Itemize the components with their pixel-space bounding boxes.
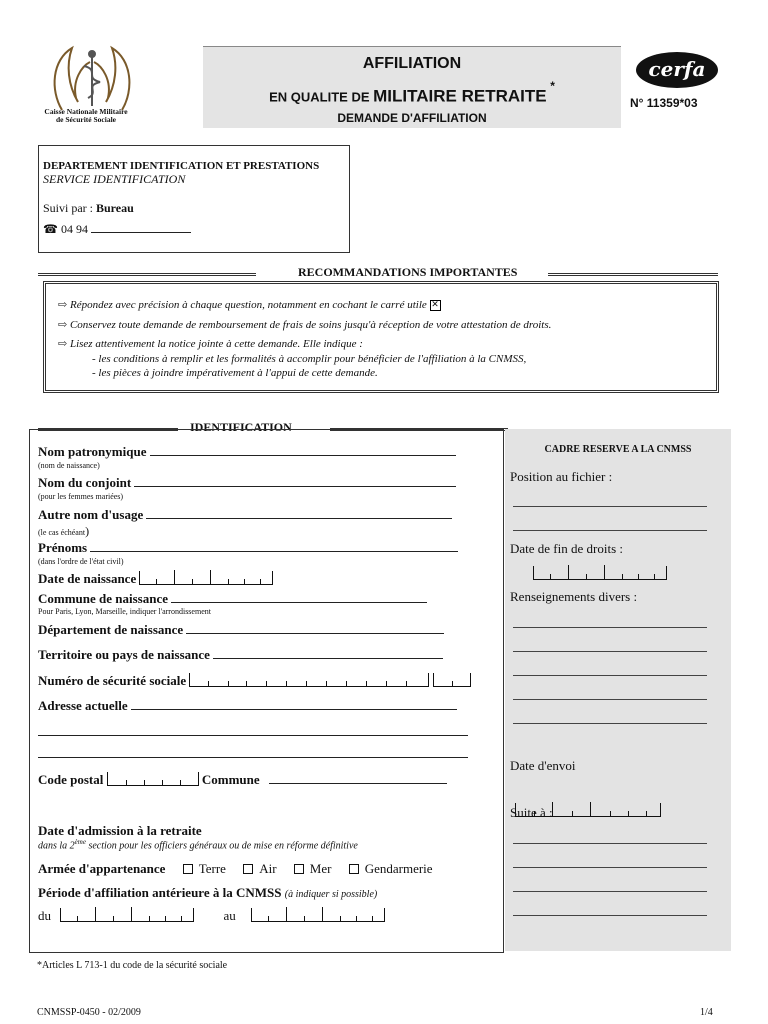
identification-box — [29, 429, 504, 953]
department-name: DEPARTEMENT IDENTIFICATION ET PRESTATIONS — [43, 160, 320, 172]
date-fin-label: Date de fin de droits : — [510, 541, 623, 556]
date-admission-note: dans la 2ème section pour les officiers généraux ou de mise en réforme définitive — [38, 838, 358, 852]
nom-conjoint-input[interactable] — [134, 477, 456, 487]
recommendation-item: ⇨ Répondez avec précision à chaque question, notamment en cochant le carré utile ✕ — [58, 299, 439, 311]
department-box — [38, 145, 350, 253]
autre-nom-input[interactable] — [146, 509, 452, 519]
checkbox-terre[interactable] — [183, 864, 193, 874]
field-periode: Période d'affiliation antérieure à la CNMSS (à indiquer si possible) — [38, 885, 378, 900]
numero-secu-key-input[interactable] — [433, 673, 471, 687]
field-adresse: Adresse actuelle — [38, 698, 457, 714]
recommendations-header — [38, 265, 718, 281]
field-periode-dates: du au — [38, 908, 385, 924]
position-line[interactable] — [513, 530, 707, 531]
position-label: Position au fichier : — [510, 469, 613, 484]
checkbox-mer[interactable] — [294, 864, 304, 874]
numero-secu-input[interactable] — [189, 673, 429, 687]
position-line[interactable] — [513, 506, 707, 507]
cerfa-logo: cerfa — [636, 52, 718, 88]
recommendation-subitem: - les conditions à remplir et les formalités à accomplir pour bénéficier de l'affiliation à la CNMSS, — [92, 352, 527, 365]
adresse-input-2[interactable] — [38, 726, 468, 736]
date-fin-input[interactable] — [533, 566, 667, 580]
field-departement-naissance: Département de naissance — [38, 622, 444, 638]
renseignements-line[interactable] — [513, 675, 707, 676]
service-name: SERVICE IDENTIFICATION — [43, 172, 186, 186]
page-number: 1/4 — [700, 1007, 713, 1018]
territoire-input[interactable] — [213, 649, 443, 659]
adresse-input-3[interactable] — [38, 748, 468, 758]
arrow-icon: ⇨ — [58, 299, 68, 311]
form-title: AFFILIATION — [362, 55, 462, 72]
note: (le cas échéant) — [38, 524, 90, 538]
arrow-icon: ⇨ — [58, 338, 68, 350]
form-subtitle: EN QUALITE DE MILITAIRE RETRAITE * — [269, 79, 555, 106]
form-subtitle-2: DEMANDE D'AFFILIATION — [337, 111, 487, 125]
checkbox-air[interactable] — [243, 864, 253, 874]
commune-naissance-input[interactable] — [171, 593, 427, 603]
footnote: *Articles L 713-1 du code de la sécurité sociale — [37, 960, 228, 971]
note: Pour Paris, Lyon, Marseille, indiquer l'arrondissement — [38, 607, 211, 616]
cnmss-reserved-panel — [505, 429, 731, 951]
departement-naissance-input[interactable] — [186, 624, 444, 634]
suite-label: Suite à : — [510, 805, 553, 820]
field-territoire: Territoire ou pays de naissance — [38, 647, 443, 663]
field-numero-secu: Numéro de sécurité sociale — [38, 673, 471, 689]
nom-patronymique-input[interactable] — [150, 446, 456, 456]
note: (nom de naissance) — [38, 461, 100, 470]
recommendations-title: RECOMMANDATIONS IMPORTANTES — [298, 265, 518, 279]
phone-line: ☎ 04 94 — [43, 222, 349, 237]
followed-by: Suivi par : Bureau — [43, 201, 134, 215]
recommendation-item: ⇨ Lisez attentivement la notice jointe à cette demande. Elle indique : — [58, 338, 363, 350]
identification-title: IDENTIFICATION — [190, 420, 292, 434]
recommendation-item: ⇨ Conservez toute demande de remboursement de frais de soins jusqu'à réception de votre attestation de droits. — [58, 318, 552, 331]
checked-box-icon: ✕ — [431, 299, 439, 310]
field-date-admission: Date d'admission à la retraite — [38, 823, 202, 838]
suite-line[interactable] — [513, 915, 707, 916]
renseignements-line[interactable] — [513, 627, 707, 628]
field-code-postal: Code postal Commune — [38, 772, 447, 788]
code-postal-input[interactable] — [107, 772, 199, 786]
field-prenoms: Prénoms — [38, 540, 458, 556]
logo-caption: Caisse Nationale Militaire de Sécurité Sociale — [44, 107, 128, 124]
date-envoi-label: Date d'envoi — [510, 758, 576, 773]
note: (dans l'ordre de l'état civil) — [38, 557, 124, 566]
field-armee: Armée d'appartenance Terre Air Mer Gendarmerie — [38, 861, 433, 876]
checkbox-gendarmerie[interactable] — [349, 864, 359, 874]
form-code: CNMSSP-0450 - 02/2009 — [37, 1007, 141, 1018]
field-nom-conjoint: Nom du conjoint — [38, 475, 456, 491]
suite-line[interactable] — [513, 867, 707, 868]
field-autre-nom: Autre nom d'usage — [38, 507, 452, 523]
renseignements-line[interactable] — [513, 723, 707, 724]
field-commune-naissance: Commune de naissance — [38, 591, 427, 607]
arrow-icon: ⇨ — [58, 318, 68, 331]
renseignements-line[interactable] — [513, 699, 707, 700]
renseignements-line[interactable] — [513, 651, 707, 652]
renseignements-label: Renseignements divers : — [510, 589, 638, 604]
date-naissance-input[interactable] — [139, 571, 273, 585]
recommendations-box — [43, 281, 719, 393]
phone-field[interactable] — [91, 223, 191, 233]
prenoms-input[interactable] — [90, 542, 458, 552]
cerfa-number: N° 11359*03 — [630, 96, 698, 110]
suite-line[interactable] — [513, 843, 707, 844]
cnmss-panel-title: CADRE RESERVE A LA CNMSS — [544, 444, 692, 455]
field-nom-patronymique: Nom patronymique — [38, 444, 456, 460]
suite-line[interactable] — [513, 891, 707, 892]
field-date-naissance: Date de naissance — [38, 571, 273, 587]
recommendation-subitem: - les pièces à joindre impérativement à l'appui de cette demande. — [92, 367, 378, 379]
note: (pour les femmes mariées) — [38, 492, 124, 501]
periode-au-input[interactable] — [251, 908, 385, 922]
periode-du-input[interactable] — [60, 908, 194, 922]
adresse-line-2 — [38, 724, 468, 740]
form-title-box — [203, 46, 621, 128]
adresse-line-3 — [38, 746, 468, 762]
commune-input[interactable] — [269, 774, 447, 784]
telephone-icon: ☎ — [43, 222, 58, 236]
adresse-input[interactable] — [131, 700, 457, 710]
